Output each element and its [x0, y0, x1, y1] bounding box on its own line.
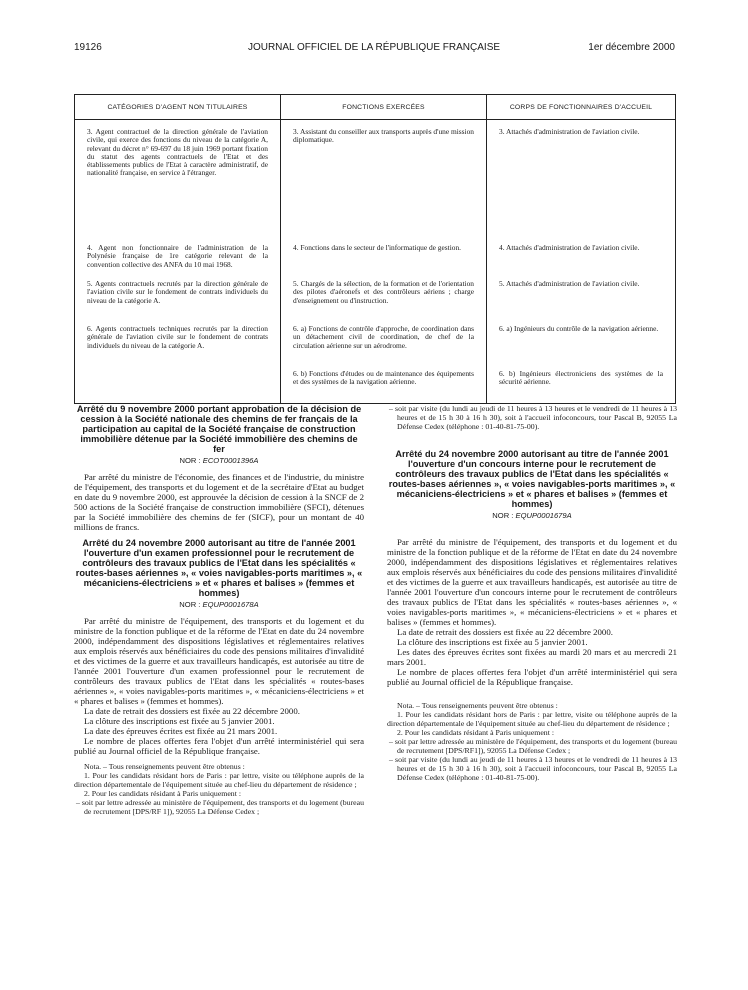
article-paragraph: Par arrêté du ministre de l'équipement, des transports et du logement et du ministre de la fonction publique et de la réforme de l'Etat en date du 24 novembre 2000, indépendamment des dispositions législatives et réglementaires relatives aux emplois réservés aux bénéficiaires du code des pensions militaires d'invalidité et des victimes de la guerre et aux travailleurs handicapés, est autorisée au titre de l'année 2001 l'ouverture d'un examen professionnel pour le recrutement de contrôleurs des travaux publics de l'Etat dans les spécialités « routes-bases aériennes », « voies navigables-ports maritimes », « mécaniciens-électriciens » et « phares et balises » (femmes et hommes).	[74, 616, 364, 706]
table-header: CORPS DE FONCTIONNAIRES D'ACCUEIL	[487, 95, 676, 120]
table-item: 6. Agents contractuels techniques recrutés par la direction générale de l'aviation civile sur le fondement de contrats individuels du niveau de la catégorie A.	[87, 324, 268, 350]
nor-code: ECOT0001396A	[202, 456, 259, 465]
article-title: Arrêté du 24 novembre 2000 autorisant au titre de l'année 2001 l'ouverture d'un examen professionnel pour le recrutement de contrôleurs des travaux publics de l'Etat dans les spécialités « routes-bases aériennes », « voies navigables-ports maritimes », « mécaniciens-électriciens » et « phares et balises » (femmes et hommes)	[75, 538, 363, 598]
article-paragraph: La date des épreuves écrites est fixée au 21 mars 2001.	[84, 726, 278, 736]
note-bullet: – soit par visite (du lundi au jeudi de 11 heures à 13 heures et le vendredi de 11 heures à 13 heures et de 15 h 30 à 16 h 30), soit à l'accueil infoconcours, tour Pascal B, 92055 La Défense Cedex (téléphone : 01-40-81-75-00).	[389, 755, 677, 782]
article-paragraph: La clôture des inscriptions est fixée au 5 janvier 2001.	[397, 637, 588, 647]
note-paragraph: 2. Pour les candidats résidant à Paris uniquement :	[84, 789, 241, 798]
note-paragraph: 1. Pour les candidats résidant hors de Paris : par lettre, visite ou téléphone auprès de la direction départementale de l'équipement située au chef-lieu du département de résidence ;	[74, 771, 364, 789]
note-heading: Nota. – Tous renseignements peuvent être obtenus :	[84, 762, 245, 771]
table-cell	[487, 120, 676, 404]
table-cell	[281, 120, 487, 404]
note-bullet: – soit par lettre adressée au ministère de l'équipement, des transports et du logement (bureau de recrutement [DPS/RF1]), 92055 La Défense Cedex ;	[389, 737, 677, 755]
table-header: CATÉGORIES D'AGENT NON TITULAIRES	[75, 95, 281, 120]
article-paragraph: Les dates des épreuves écrites sont fixées au mardi 20 mars et au mercredi 21 mars 2001.	[387, 647, 677, 667]
note-bullet: – soit par visite (du lundi au jeudi de 11 heures à 13 heures et le vendredi de 11 heures à 13 heures et de 15 h 30 à 16 h 30), soit à l'accueil infoconcours, tour Pascal B, 92055 La Défense Cedex (téléphone : 01-40-81-75-00).	[389, 404, 677, 431]
table-item: 3. Agent contractuel de la direction générale de l'aviation civile, qui exerce des fonctions du niveau de la catégorie A, relevant du décret n° 69-697 du 18 juin 1969 portant fixation du statut des agents contractuels de l'Etat et des établissements publics de l'Etat à caractère administratif, de nationalité française, en service à l'étranger.	[87, 127, 268, 178]
issue-date: 1er décembre 2000	[588, 42, 675, 53]
page-number: 19126	[74, 42, 102, 53]
table-item: 6. b) Fonctions d'études ou de maintenance des équipements et des systèmes de la navigation aérienne.	[293, 369, 474, 387]
table-item: 5. Agents contractuels recrutés par la direction générale de l'aviation civile sur le fondement de contrats individuels du niveau de la catégorie A.	[87, 279, 268, 305]
table-row	[75, 120, 676, 404]
table-item: 6. a) Fonctions de contrôle d'approche, de coordination dans un détachement civil de coordination, de chef de la circulation aérienne sur un aérodrome.	[293, 324, 474, 350]
nor-reference	[74, 600, 364, 610]
note-bullet: – soit par lettre adressée au ministère de l'équipement, des transports et du logement (bureau de recrutement [DPS/RF 1]), 92055 La Défense Cedex ;	[76, 798, 364, 816]
table-item: 5. Chargés de la sélection, de la formation et de l'orientation des pilotes d'aéronefs et des contrôleurs aériens ; charge d'enseignement ou d'instruction.	[293, 279, 474, 305]
table-item: 4. Attachés d'administration de l'aviation civile.	[499, 243, 640, 252]
article-title: Arrêté du 9 novembre 2000 portant approbation de la décision de cession à la Société nationale des chemins de fer français de la participation au capital de la Société française de construction immobilière détenue par la Société immobilière des chemins de fer	[76, 404, 362, 454]
note-paragraph: 1. Pour les candidats résidant hors de Paris : par lettre, visite ou téléphone auprès de la direction départementale de l'équipement située au chef-lieu du département de résidence ;	[387, 710, 677, 728]
table-item: 6. a) Ingénieurs du contrôle de la navigation aérienne.	[499, 324, 659, 333]
nor-label: NOR :	[179, 600, 201, 609]
article-paragraph: Le nombre de places offertes fera l'objet d'un arrêté interministériel qui sera publié au Journal officiel de la République française.	[74, 736, 364, 756]
article-paragraph: La date de retrait des dossiers est fixée au 22 décembre 2000.	[84, 706, 300, 716]
nor-reference	[387, 511, 677, 521]
article-paragraph: La clôture des inscriptions est fixée au 5 janvier 2001.	[84, 716, 275, 726]
table-header-row	[75, 95, 676, 120]
article-title: Arrêté du 24 novembre 2000 autorisant au titre de l'année 2001 l'ouverture d'un concours interne pour le recrutement de contrôleurs des travaux publics de l'Etat dans les spécialités « routes-bases aériennes », « voies navigables-ports maritimes », « mécaniciens-électriciens » et « phares et balises » (femmes et hommes)	[388, 449, 676, 509]
article-paragraph: La date de retrait des dossiers est fixée au 22 décembre 2000.	[397, 627, 613, 637]
table-header: FONCTIONS EXERCÉES	[281, 95, 487, 120]
nor-label: NOR :	[492, 511, 514, 520]
nor-code: EQUP0001678A	[202, 600, 259, 609]
table-cell	[75, 120, 281, 404]
table-item: 6. b) Ingénieurs électroniciens des systèmes de la sécurité aérienne.	[499, 369, 663, 387]
nor-reference	[74, 456, 364, 466]
table-item: 4. Fonctions dans le secteur de l'informatique de gestion.	[293, 243, 461, 252]
journal-title: JOURNAL OFFICIEL DE LA RÉPUBLIQUE FRANÇAISE	[247, 42, 501, 53]
note-heading: Nota. – Tous renseignements peuvent être obtenus :	[397, 701, 558, 710]
article-paragraph: Le nombre de places offertes fera l'objet d'un arrêté interministériel qui sera publié au Journal officiel de la République française.	[387, 667, 677, 687]
agents-table	[74, 94, 676, 404]
right-column	[387, 404, 677, 782]
article-paragraph: Par arrêté du ministre de l'équipement, des transports et du logement et du ministre de la fonction publique et de la réforme de l'Etat en date du 24 novembre 2000, indépendamment des dispositions législatives et réglementaires relatives aux emplois réservés aux bénéficiaires du code des pensions militaires d'invalidité et des victimes de la guerre et aux travailleurs handicapés, est autorisée au titre de l'année 2001 l'ouverture d'un concours interne pour le recrutement de contrôleurs des travaux publics de l'Etat dans les spécialités « routes-bases aériennes », « voies navigables-ports maritimes », « mécaniciens-électriciens » et « phares et balises » (femmes et hommes).	[387, 537, 677, 627]
nor-code: EQUP0001679A	[515, 511, 572, 520]
table-item: 4. Agent non fonctionnaire de l'administration de la Polynésie française de 1re catégorie relevant de la convention collective des ANFA du 10 mai 1968.	[87, 243, 268, 269]
table-item: 3. Attachés d'administration de l'aviation civile.	[499, 127, 640, 136]
note-paragraph: 2. Pour les candidats résidant à Paris uniquement :	[397, 728, 554, 737]
table-item: 5. Attachés d'administration de l'aviation civile.	[499, 279, 640, 288]
nor-label: NOR :	[179, 456, 201, 465]
article-paragraph: Par arrêté du ministre de l'économie, des finances et de l'industrie, du ministre de l'équipement, des transports et du logement et de la secrétaire d'Etat au budget en date du 9 novembre 2000, est approuvée la décision de cession à la SNCF de 2 500 actions de la Société française de construction immobilière (SFCI), détenues par la Société immobilière des chemins de fer (SICF), pour un montant de 40 millions de francs.	[74, 472, 364, 532]
table-item: 3. Assistant du conseiller aux transports auprès d'une mission diplomatique.	[293, 127, 474, 145]
left-column	[74, 404, 364, 816]
